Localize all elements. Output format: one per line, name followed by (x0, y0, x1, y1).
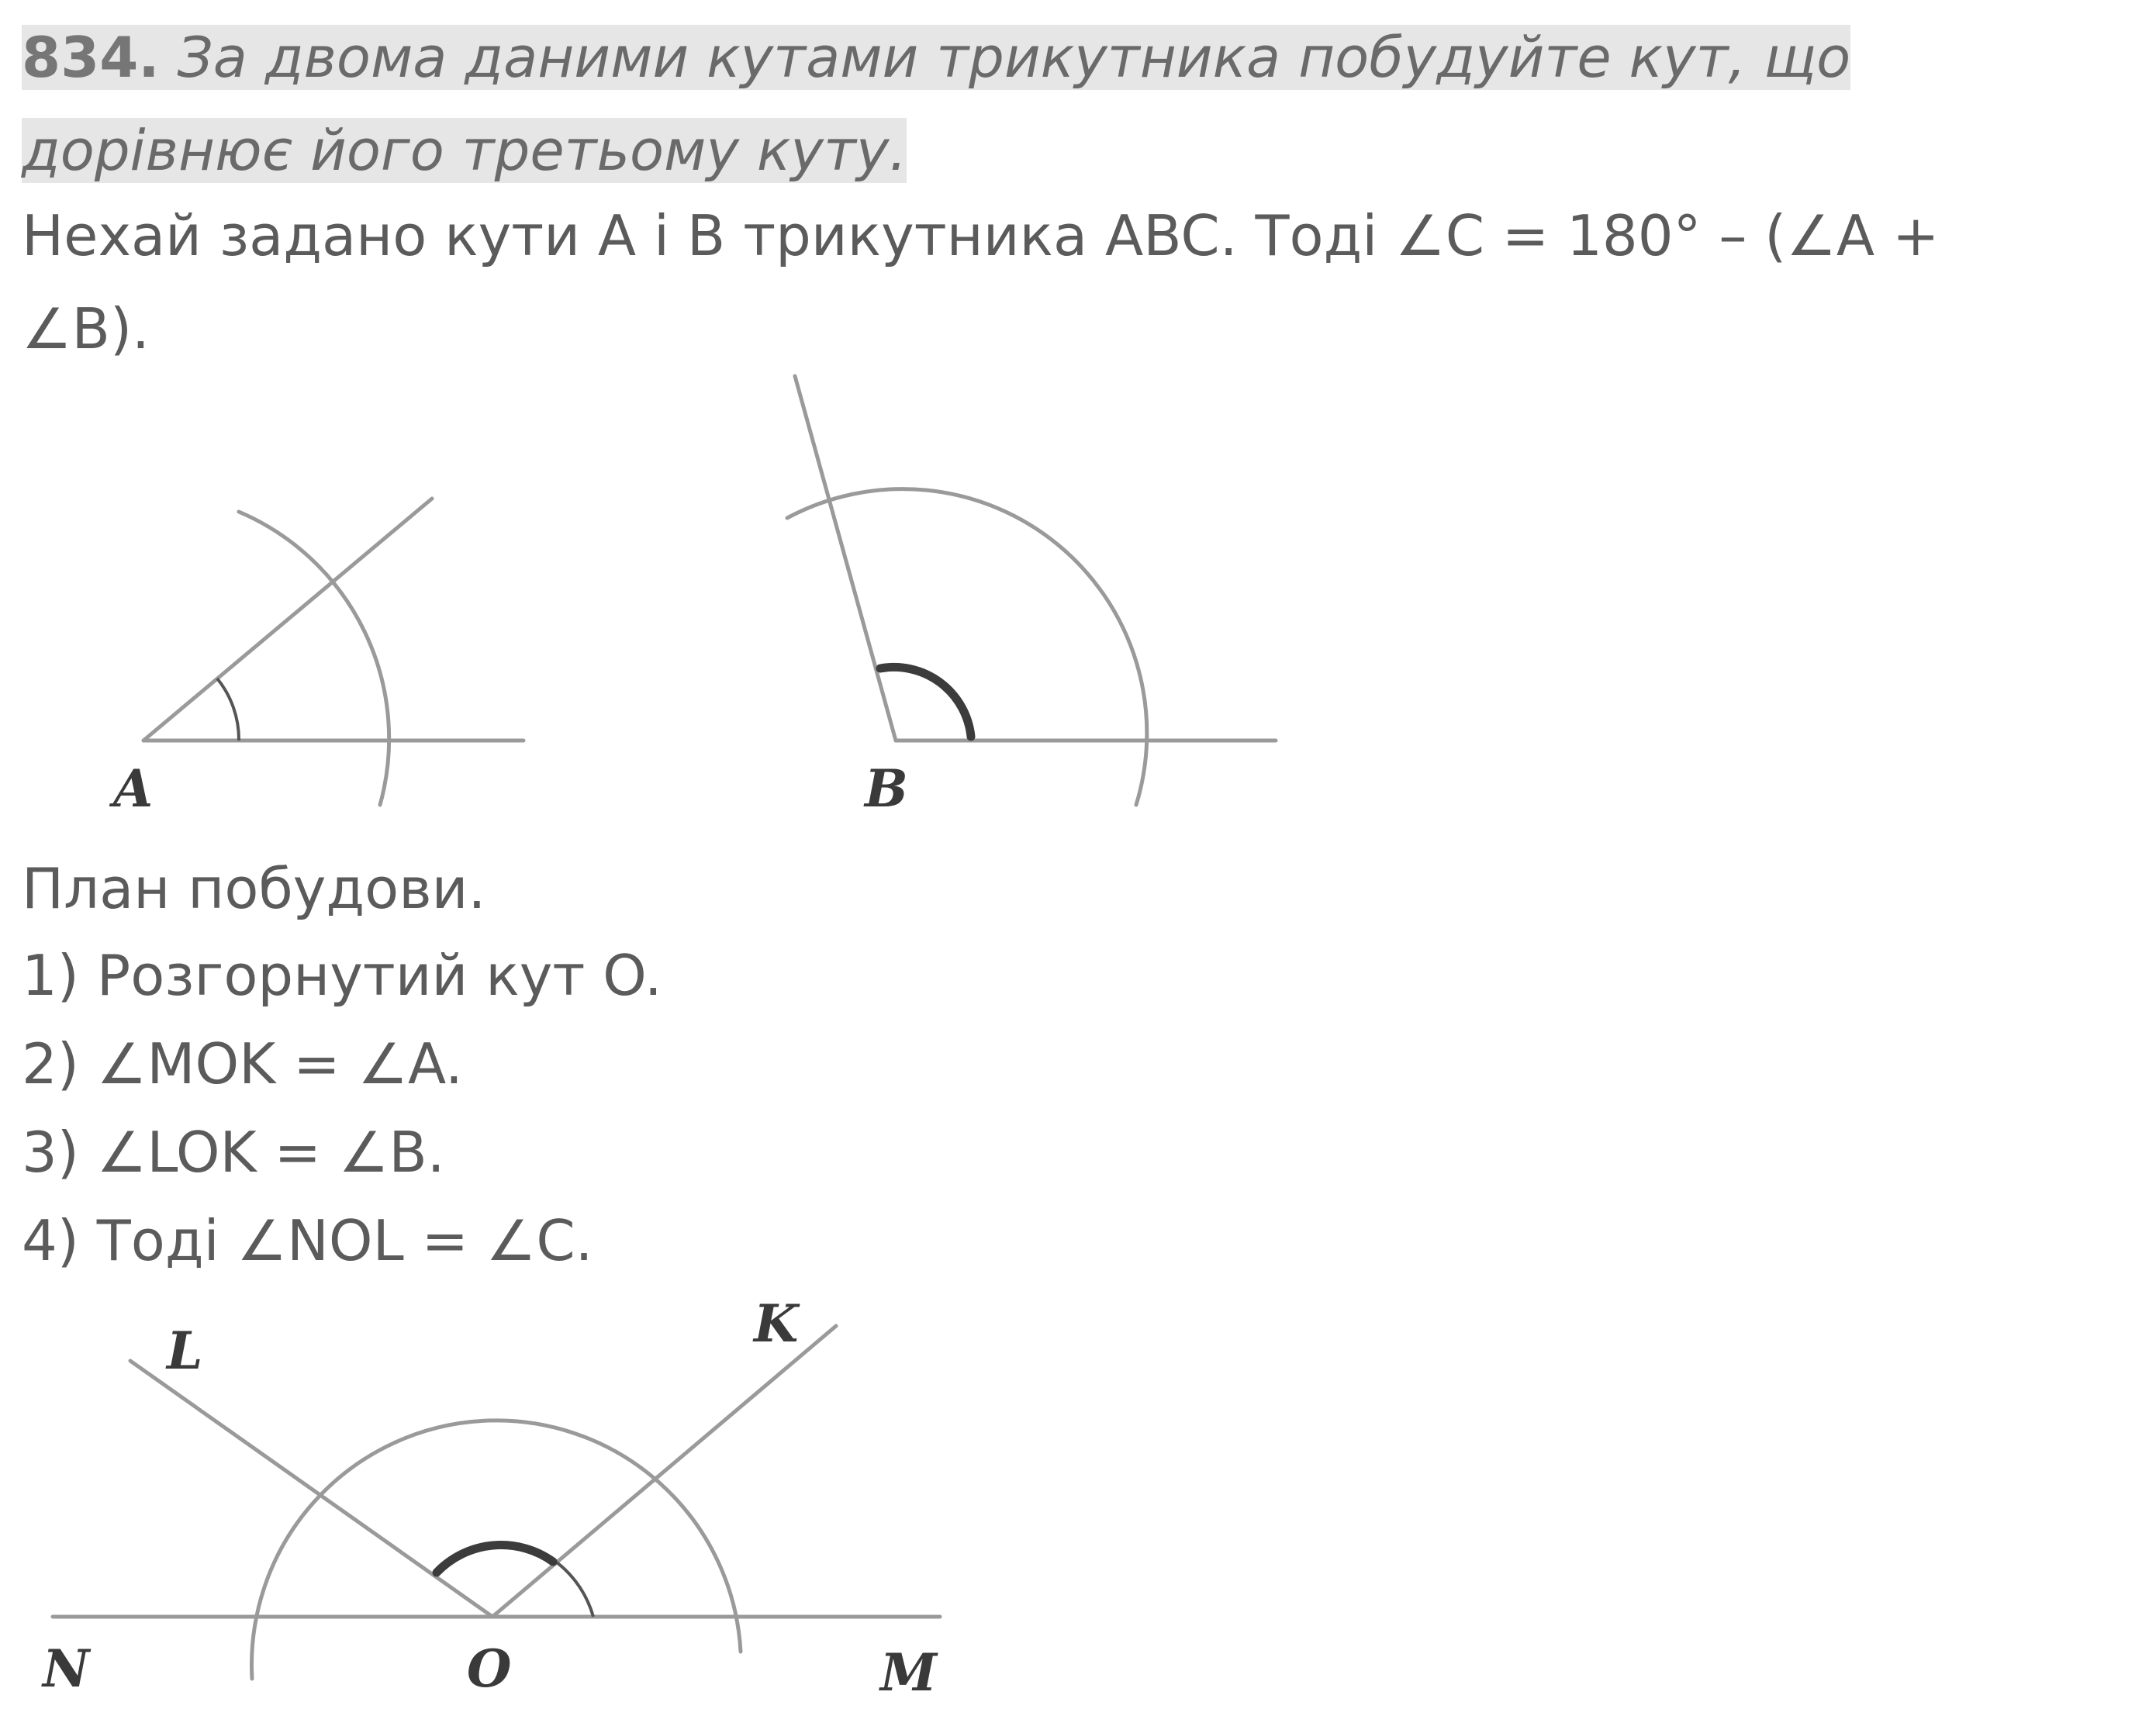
label-k: K (754, 1293, 799, 1354)
angle-b-figure (787, 376, 1276, 819)
angle-mok-mark-arc (557, 1562, 593, 1617)
ray-ol (130, 1361, 492, 1617)
angle-a-label: A (113, 758, 154, 819)
ray-ok (492, 1326, 836, 1617)
plan-title: План побудови. (22, 856, 486, 921)
plan-step-3: 3) ∠LOK = ∠B. (22, 1120, 445, 1185)
plan-step-1: 1) Розгорнутий кут O. (22, 943, 662, 1008)
construction-figure (41, 1293, 940, 1703)
angle-b-side-ray (795, 376, 896, 741)
plan-step-2: 2) ∠MOK = ∠A. (22, 1031, 463, 1096)
label-o: O (467, 1638, 512, 1699)
problem-number: 834. (22, 25, 160, 90)
problem-text-2: дорівнює його третьому куту. (22, 118, 907, 183)
solution-line1: Нехай задано кути A і B трикутника ABC. Тоді ∠C = 180° – (∠A + (22, 203, 1940, 268)
angle-a-mark-arc (217, 678, 239, 741)
angle-a-figure (109, 499, 523, 819)
angle-b-mark-arc (880, 667, 971, 737)
label-m: M (880, 1642, 938, 1703)
label-n: N (43, 1638, 90, 1699)
plan-step-4: 4) Тоді ∠NOL = ∠C. (22, 1208, 593, 1273)
angle-b-label: B (865, 758, 908, 819)
label-l: L (167, 1321, 203, 1381)
angle-lok-mark-arc (437, 1545, 553, 1573)
solution-line2: ∠B). (22, 296, 150, 361)
angle-a-side-ray (143, 499, 432, 741)
problem-text-1: За двома даними кутами трикутника побудуйте кут, що (177, 25, 1851, 90)
